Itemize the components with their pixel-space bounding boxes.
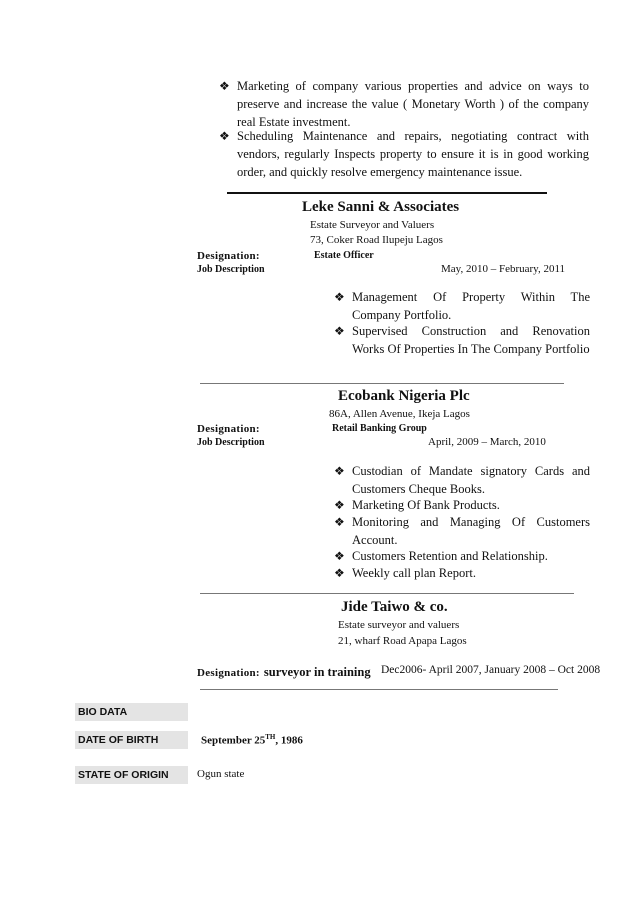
designation-label: Designation: [197, 250, 260, 262]
section-divider [200, 383, 564, 384]
dob-value-main: September 25 [201, 734, 266, 747]
section-divider [200, 689, 558, 690]
designation-label: Designation: [197, 667, 260, 679]
company-address: 21, wharf Road Apapa Lagos [338, 635, 467, 647]
job-dates: April, 2009 – March, 2010 [428, 436, 546, 448]
job-dates: May, 2010 – February, 2011 [441, 263, 566, 275]
bullet-text: Scheduling Maintenance and repairs, negotiating contract with vendors, regularly Inspects property to ensure it is in good working order, and quickly resolve emergency maintenance issue. [237, 129, 589, 179]
designation-value: surveyor in training [263, 665, 371, 679]
job-description-label: Job Description [197, 264, 265, 275]
company-address: 86A, Allen Avenue, Ikeja Lagos [329, 408, 470, 420]
diamond-bullet-icon: ❖ [334, 498, 345, 512]
diamond-bullet-icon: ❖ [334, 515, 345, 529]
state-of-origin-value: Ogun state [197, 768, 245, 780]
bio-data-heading: BIO DATA [75, 703, 188, 721]
diamond-bullet-icon: ❖ [334, 324, 345, 338]
company-name: Jide Taiwo & co. [341, 599, 448, 615]
bullet-text: Monitoring and Managing Of Customers Account. [352, 515, 590, 547]
dob-value [201, 733, 303, 747]
job-description-label: Job Description [197, 437, 265, 448]
diamond-bullet-icon: ❖ [334, 549, 345, 563]
bullet-text: Marketing Of Bank Products. [352, 498, 500, 512]
bullet-text: Management Of Property Within The Company Portfolio. [352, 290, 590, 322]
state-of-origin-label: STATE OF ORIGIN [75, 766, 188, 784]
bullet-text: Custodian of Mandate signatory Cards and Customers Cheque Books. [352, 464, 590, 496]
section-divider [200, 593, 574, 594]
dob-value-sup: TH [265, 733, 276, 741]
company-address: 73, Coker Road Ilupeju Lagos [310, 234, 443, 246]
section-divider [227, 192, 547, 194]
designation-label: Designation: [197, 423, 260, 435]
company-address: Estate Surveyor and Valuers [310, 219, 435, 231]
diamond-bullet-icon: ❖ [334, 290, 345, 304]
designation-line [197, 663, 371, 681]
designation-value: Estate Officer [314, 250, 374, 261]
diamond-bullet-icon: ❖ [219, 79, 230, 93]
diamond-bullet-icon: ❖ [334, 464, 345, 478]
company-name: Ecobank Nigeria Plc [338, 388, 470, 404]
diamond-bullet-icon: ❖ [219, 129, 230, 143]
company-name: Leke Sanni & Associates [302, 199, 460, 215]
job-dates: Dec2006- April 2007, January 2008 – Oct 2008 [381, 664, 601, 676]
bullet-text: Supervised Construction and Renovation Works Of Properties In The Company Portfolio [352, 324, 590, 356]
dob-label: DATE OF BIRTH [75, 731, 188, 749]
bullet-text: Weekly call plan Report. [352, 566, 476, 580]
diamond-bullet-icon: ❖ [334, 566, 345, 580]
designation-value: Retail Banking Group [332, 423, 427, 434]
company-address: Estate surveyor and valuers [338, 619, 460, 631]
bullet-text: Customers Retention and Relationship. [352, 549, 548, 563]
bullet-text: Marketing of company various properties and advice on ways to preserve and increase the value ( Monetary Worth ) of the company real Estate investment. [237, 79, 589, 129]
dob-value-year: , 1986 [275, 734, 303, 747]
